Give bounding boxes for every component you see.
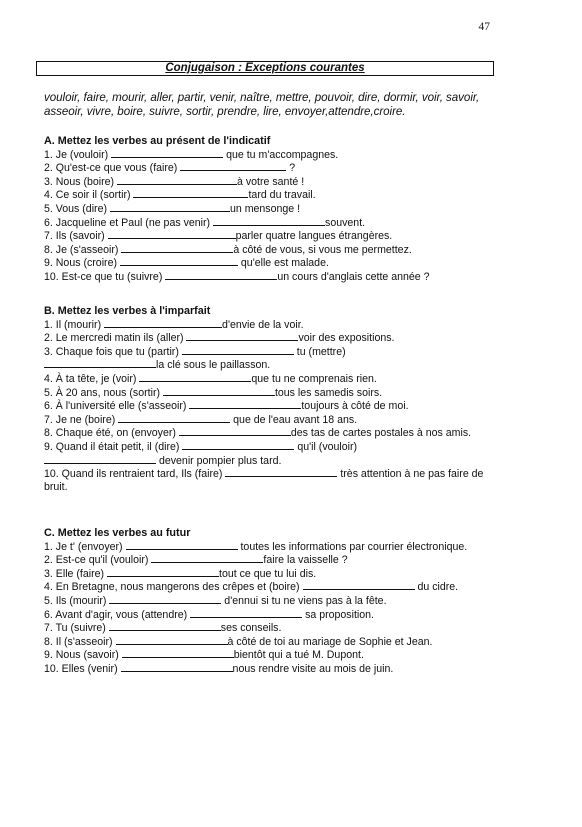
- answer-blank[interactable]: [225, 467, 337, 477]
- exercise-text: 7. Tu (suivre): [44, 622, 106, 635]
- exercise-b-9: [44, 440, 494, 454]
- exercise-c-6: [44, 608, 494, 622]
- exercise-text: à côté de vous, si vous me permettez.: [233, 243, 412, 256]
- exercise-text: 2. Le mercredi matin ils (aller): [44, 332, 184, 345]
- exercise-a-8: [44, 243, 494, 257]
- exercise-section-c: [44, 527, 494, 676]
- answer-blank[interactable]: [122, 648, 234, 658]
- exercise-text: 1. Je (vouloir): [44, 148, 109, 161]
- exercise-section-b: [44, 305, 494, 493]
- exercise-text: ses conseils.: [220, 622, 282, 635]
- exercise-text: des tas de cartes postales à nos amis.: [290, 427, 472, 440]
- exercise-text: à votre santé !: [237, 175, 305, 188]
- exercise-text: 5. Vous (dire): [44, 202, 108, 215]
- exercise-text: d'envie de la voir.: [222, 318, 304, 331]
- exercise-text: tu (mettre): [296, 345, 346, 358]
- exercise-text: parler quatre langues étrangères.: [235, 230, 393, 243]
- exercise-c-7: [44, 621, 494, 635]
- section-a-heading: A. Mettez les verbes au présent de l'indicatif: [44, 135, 271, 147]
- exercise-text: toujours à côté de moi.: [301, 400, 409, 413]
- answer-blank[interactable]: [213, 216, 325, 226]
- exercise-text: 9. Quand il était petit, il (dire): [44, 440, 180, 453]
- answer-blank[interactable]: [190, 608, 302, 618]
- exercise-a-4: [44, 188, 494, 202]
- exercise-text: que tu ne comprenais rien.: [251, 372, 377, 385]
- exercise-a-5: [44, 202, 494, 216]
- exercise-text: ?: [289, 162, 296, 175]
- exercise-text: 2. Est-ce qu'il (vouloir): [44, 554, 149, 567]
- exercise-text: que de l'eau avant 18 ans.: [233, 413, 358, 426]
- answer-blank[interactable]: [117, 175, 237, 185]
- exercise-text: à côté de toi au mariage de Sophie et Jean.: [227, 635, 433, 648]
- answer-blank[interactable]: [111, 148, 223, 158]
- exercise-text: devenir pompier plus tard.: [158, 454, 282, 467]
- exercise-b-2: [44, 331, 494, 345]
- answer-blank[interactable]: [109, 621, 221, 631]
- exercise-text: sa proposition.: [305, 608, 374, 621]
- answer-blank[interactable]: [116, 635, 228, 645]
- answer-blank[interactable]: [151, 553, 263, 563]
- exercise-b-10: [44, 467, 494, 493]
- answer-blank[interactable]: [110, 202, 230, 212]
- section-b-heading: B. Mettez les verbes à l'imparfait: [44, 305, 211, 317]
- exercise-text: tout ce que tu lui dis.: [219, 567, 317, 580]
- exercise-c-9: [44, 648, 494, 662]
- exercise-text: qu'il (vouloir): [297, 440, 358, 453]
- exercise-text: 10. Est-ce que tu (suivre): [44, 270, 163, 283]
- exercise-a-10: [44, 270, 494, 284]
- answer-blank[interactable]: [107, 567, 219, 577]
- exercise-text: que tu m'accompagnes.: [226, 148, 339, 161]
- exercise-a-6: [44, 216, 494, 230]
- exercise-text: 8. Je (s'asseoir): [44, 243, 119, 256]
- answer-blank[interactable]: [179, 426, 291, 436]
- exercise-text: 3. Nous (boire): [44, 175, 115, 188]
- page-number: 47: [478, 21, 490, 33]
- exercise-text: très attention à ne pas faire de bruit.: [44, 468, 484, 493]
- exercise-text: 2. Qu'est-ce que vous (faire): [44, 162, 178, 175]
- exercise-c-10: [44, 662, 494, 676]
- answer-blank[interactable]: [139, 372, 251, 382]
- exercise-text: 3. Elle (faire): [44, 567, 105, 580]
- exercise-text: 8. Chaque été, on (envoyer): [44, 427, 176, 440]
- exercise-text: 9. Nous (savoir): [44, 649, 119, 662]
- exercise-b-5: [44, 386, 494, 400]
- exercise-text: un cours d'anglais cette année ?: [277, 270, 430, 283]
- answer-blank[interactable]: [182, 345, 294, 355]
- exercise-text: toutes les informations par courrier électronique.: [240, 540, 468, 553]
- answer-blank[interactable]: [163, 386, 275, 396]
- exercise-b-6: [44, 399, 494, 413]
- exercise-text: du cidre.: [417, 581, 459, 594]
- answer-blank[interactable]: [182, 440, 294, 450]
- exercise-b-7: [44, 413, 494, 427]
- exercise-b-9-cont: [44, 454, 494, 468]
- exercise-b-8: [44, 426, 494, 440]
- exercise-a-2: [44, 161, 494, 175]
- exercise-text: 5. Ils (mourir): [44, 594, 107, 607]
- exercise-text: 4. À ta tête, je (voir): [44, 372, 137, 385]
- exercise-text: la clé sous le paillasson.: [156, 359, 271, 372]
- exercise-a-3: [44, 175, 494, 189]
- answer-blank[interactable]: [108, 229, 236, 239]
- answer-blank[interactable]: [44, 358, 156, 368]
- exercise-text: 6. Avant d'agir, vous (attendre): [44, 608, 188, 621]
- exercise-b-3: [44, 345, 494, 359]
- answer-blank[interactable]: [126, 540, 238, 550]
- exercise-c-2: [44, 553, 494, 567]
- exercise-text: 4. En Bretagne, nous mangerons des crêpes et (boire): [44, 581, 300, 594]
- answer-blank[interactable]: [109, 594, 221, 604]
- answer-blank[interactable]: [121, 243, 233, 253]
- exercise-text: faire la vaisselle ?: [263, 554, 348, 567]
- answer-blank[interactable]: [165, 270, 277, 280]
- answer-blank[interactable]: [303, 580, 415, 590]
- answer-blank[interactable]: [118, 413, 230, 423]
- exercise-b-4: [44, 372, 494, 386]
- answer-blank[interactable]: [44, 454, 156, 464]
- exercise-text: tous les samedis soirs.: [274, 386, 383, 399]
- exercise-text: 6. Jacqueline et Paul (ne pas venir): [44, 216, 211, 229]
- exercise-a-7: [44, 229, 494, 243]
- exercise-text: 4. Ce soir il (sortir): [44, 189, 131, 202]
- exercise-a-1: [44, 148, 494, 162]
- exercise-text: 9. Nous (croire): [44, 257, 117, 270]
- exercise-c-5: [44, 594, 494, 608]
- exercise-text: 6. À l'université elle (s'asseoir): [44, 400, 187, 413]
- exercise-b-1: [44, 318, 494, 332]
- section-c-heading: C. Mettez les verbes au futur: [44, 527, 191, 539]
- exercise-text: souvent.: [325, 216, 366, 229]
- page-title: [36, 61, 494, 76]
- exercise-text: 5. À 20 ans, nous (sortir): [44, 386, 160, 399]
- exercise-text: nous rendre visite au mois de juin.: [232, 662, 394, 675]
- answer-blank[interactable]: [133, 188, 248, 198]
- exercise-text: d'ennui si tu ne viens pas à la fête.: [224, 594, 387, 607]
- answer-blank[interactable]: [104, 318, 222, 328]
- answer-blank[interactable]: [120, 256, 238, 266]
- answer-blank[interactable]: [186, 331, 298, 341]
- exercise-text: 7. Ils (savoir): [44, 230, 105, 243]
- answer-blank[interactable]: [189, 399, 301, 409]
- verb-list: vouloir, faire, mourir, aller, partir, venir, naître, mettre, pouvoir, dire, dormir, voir, savoir, asseoir, vivre, boire, suivre, sortir, prendre, lire, envoyer,attendre,croire.: [44, 91, 480, 118]
- exercise-text: bientôt qui a tué M. Dupont.: [233, 649, 364, 662]
- exercise-c-3: [44, 567, 494, 581]
- exercise-text: 10. Elles (venir): [44, 662, 118, 675]
- exercise-c-4: [44, 580, 494, 594]
- exercise-section-a: [44, 135, 494, 284]
- exercise-text: 8. Il (s'asseoir): [44, 635, 113, 648]
- exercise-text: voir des expositions.: [298, 332, 395, 345]
- page-title-text: Conjugaison : Exceptions courantes: [165, 62, 365, 74]
- exercise-text: qu'elle est malade.: [240, 257, 329, 270]
- exercise-text: tard du travail.: [248, 189, 316, 202]
- exercise-c-1: [44, 540, 494, 554]
- exercise-text: un mensonge !: [229, 202, 301, 215]
- exercise-text: 1. Je t' (envoyer): [44, 540, 123, 553]
- exercise-b-3-cont: [44, 358, 494, 372]
- exercise-text: 3. Chaque fois que tu (partir): [44, 345, 179, 358]
- exercise-text: 1. Il (mourir): [44, 318, 102, 331]
- exercise-text: 10. Quand ils rentraient tard, Ils (faire): [44, 468, 223, 481]
- exercise-text: 7. Je ne (boire): [44, 413, 116, 426]
- answer-blank[interactable]: [180, 161, 286, 171]
- exercise-c-8: [44, 635, 494, 649]
- answer-blank[interactable]: [121, 662, 233, 672]
- exercise-a-9: [44, 256, 494, 270]
